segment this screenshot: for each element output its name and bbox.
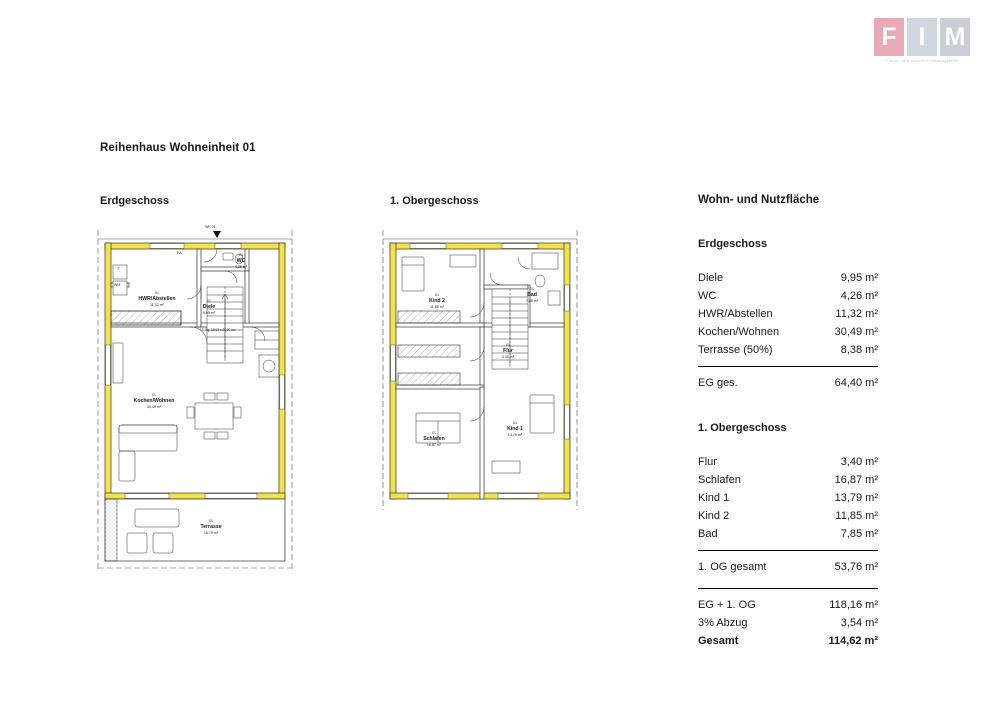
annotation-ha: HA [177,251,182,255]
spacer [698,392,878,422]
row-value: 7,85 m² [840,528,878,540]
row-label: 1. OG gesamt [698,561,767,573]
logo-letter-f: F [874,18,904,56]
row-label: WC [698,290,717,302]
row-value: 4,26 m² [840,290,878,302]
row-label: Kind 1 [698,492,730,504]
room-label-hwr: 01 HWR/Abstellen 11,32 m² [138,291,176,307]
row-label: Gesamt [698,635,739,647]
logo-subtitle: Finanz- und Immobilienmanagement [884,59,960,63]
table-row [698,305,878,323]
row-value: 30,49 m² [834,326,878,338]
row-label: Kind 2 [698,510,730,522]
area-section-heading-eg: Erdgeschoss [698,238,768,250]
room-label-diele: 01 Diele 9,95 m² [202,299,216,315]
annotation-stair-dimension: 15 Stg. 19,53 x 26,00 cm [200,328,236,332]
room-label-bad: 01 Bad 7,85 m² [525,287,539,303]
company-logo [874,18,970,63]
room-label-kochen-wohnen: 01 Kochen/Wohnen 30,49 m² [133,393,175,409]
room-label-kind1: 01 Kind 1 13,79 m² [507,421,523,437]
room-label-flur: 01 Flur 3,40 m² [501,343,515,359]
table-row-total-og [698,558,878,576]
row-label: Schlafen [698,474,741,486]
annotation-we01: WE 01 [205,225,216,229]
table-row [698,507,878,525]
plan-label-obergeschoss: 1. Obergeschoss [390,195,479,207]
table-row [698,471,878,489]
area-section-heading-og: 1. Obergeschoss [698,422,787,434]
floorplan-obergeschoss [380,225,590,515]
table-row-total-eg [698,374,878,392]
row-value: 16,87 m² [834,474,878,486]
table-row [698,525,878,543]
table-row-abzug [698,614,878,632]
divider [698,588,878,589]
row-label: Diele [698,272,724,284]
area-table [698,194,878,650]
table-row [698,489,878,507]
logo-letter-m: M [940,18,970,56]
page-title: Reihenhaus Wohneinheit 01 [100,142,256,154]
row-label: Bad [698,528,718,540]
table-row [698,341,878,359]
area-rows-og [698,453,878,543]
table-row-sum-eg-og [698,596,878,614]
annotation-wm: WM [114,283,121,287]
table-row [698,323,878,341]
table-row [698,269,878,287]
row-value: 3,40 m² [840,456,878,468]
divider [698,366,878,367]
table-row-gesamt [698,632,878,650]
room-label-wc: 01 WC 4,26 m² [234,253,248,269]
table-row [698,287,878,305]
area-rows-eg [698,269,878,359]
logo-letters [874,18,970,56]
row-label: Terrasse (50%) [698,344,773,356]
annotation-t: T [117,267,120,271]
row-label: EG + 1. OG [698,599,756,611]
room-label-schlafen: 01 Schlafen 16,87 m² [423,431,445,447]
row-value: 9,95 m² [840,272,878,284]
row-label: 3% Abzug [698,617,748,629]
table-row [698,453,878,471]
row-value: 13,79 m² [834,492,878,504]
row-value: 64,40 m² [834,377,878,389]
logo-letter-i: I [907,18,937,56]
divider [698,550,878,551]
room-label-kind2: 01 Kind 2 11,85 m² [429,293,445,309]
row-label: Kochen/Wohnen [698,326,780,338]
row-label: HWR/Abstellen [698,308,773,320]
floorplan-erdgeschoss [95,225,305,575]
row-value: 114,62 m² [828,635,878,647]
row-value: 11,32 m² [835,308,878,320]
room-label-terrasse: 01 Terrasse 16,75 m² [200,519,222,535]
row-value: 3,54 m² [840,617,878,629]
row-value: 11,85 m² [835,510,878,522]
row-value: 53,76 m² [834,561,878,573]
row-value: 118,16 m² [829,599,878,611]
row-value: 8,38 m² [840,344,878,356]
plan-label-erdgeschoss: Erdgeschoss [100,195,170,207]
row-label: Flur [698,456,717,468]
area-table-title: Wohn- und Nutzfläche [698,194,820,206]
row-label: EG ges. [698,377,738,389]
